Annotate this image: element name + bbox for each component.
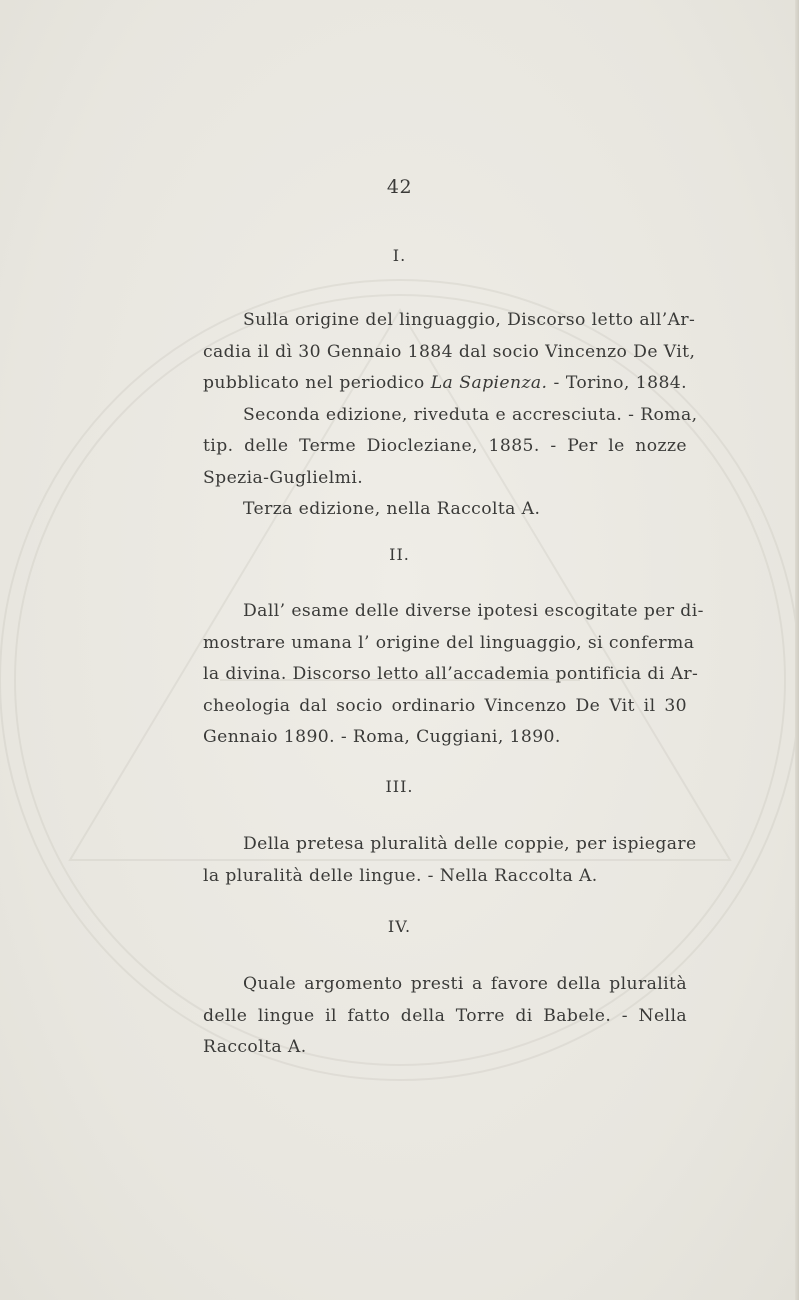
text-line: Raccolta A. xyxy=(203,1037,307,1057)
text-line: delle lingue il fatto della Torre di Babele. - Nella xyxy=(203,1005,687,1026)
text-line: Della pretesa pluralità delle coppie, per ispiegare xyxy=(243,834,697,854)
periodical-title: La Sapienza. xyxy=(430,373,548,393)
text-segment: pubblicato nel periodico xyxy=(203,373,431,393)
text-line: la divina. Discorso letto all’accademia pontificia di Ar- xyxy=(203,664,699,684)
page-number: 42 xyxy=(386,176,413,198)
section-heading-iii: III. xyxy=(385,777,414,796)
text-line: cheologia dal socio ordinario Vincenzo De Vit il 30 xyxy=(203,695,687,716)
section-heading-i: I. xyxy=(392,246,407,265)
section-ii-text xyxy=(203,596,704,754)
text-segment: - Torino, 1884. xyxy=(547,373,687,393)
text-line: Quale argomento presti a favore della pluralità xyxy=(243,974,687,994)
text-line: Seconda edizione, riveduta e accresciuta. - Roma, xyxy=(243,404,698,425)
text-line xyxy=(203,368,687,400)
text-line: cadia il dì 30 Gennaio 1884 dal socio Vincenzo De Vit, xyxy=(203,341,696,362)
section-i-text xyxy=(203,305,698,526)
text-line: Gennaio 1890. - Roma, Cuggiani, 1890. xyxy=(203,727,561,747)
text-line: tip. delle Terme Diocleziane, 1885. - Per le nozze xyxy=(203,436,687,456)
text-line: Dall’ esame delle diverse ipotesi escogitate per di- xyxy=(243,601,704,621)
text-line: mostrare umana l’ origine del linguaggio, si conferma xyxy=(203,632,695,653)
section-iv-text xyxy=(203,969,687,1064)
section-heading-ii: II. xyxy=(389,545,410,564)
text-line: Terza edizione, nella Raccolta A. xyxy=(243,499,541,519)
text-line: Spezia-Guglielmi. xyxy=(203,467,364,488)
text-line: Sulla origine del linguaggio, Discorso letto all’Ar- xyxy=(243,310,696,330)
section-iii-text xyxy=(203,829,697,892)
section-heading-iv: IV. xyxy=(387,917,412,936)
text-line: la pluralità delle lingue. - Nella Raccolta A. xyxy=(203,865,598,886)
